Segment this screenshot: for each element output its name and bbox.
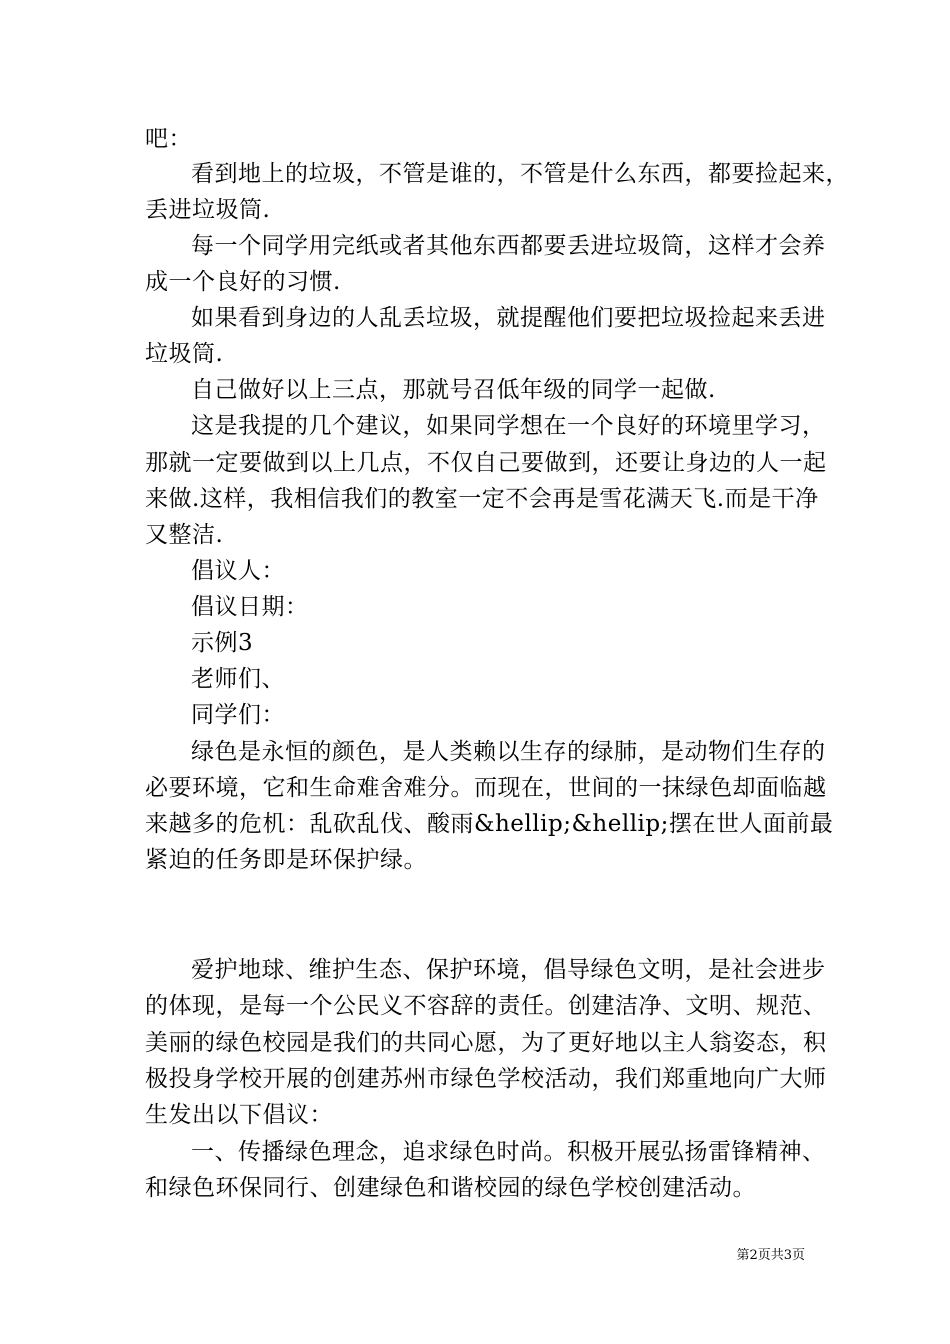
paragraph-line: 垃圾筒. bbox=[145, 341, 224, 367]
paragraph-line: 老师们、 bbox=[191, 666, 285, 692]
paragraph-line: 的体现，是每一个公民义不容辞的责任。创建洁净、文明、规范、 bbox=[145, 993, 827, 1019]
paragraph-line: 这是我提的几个建议，如果同学想在一个良好的环境里学习， bbox=[191, 413, 826, 439]
paragraph-line: 爱护地球、维护生态、保护环境，倡导绿色文明，是社会进步 bbox=[191, 957, 826, 983]
page-number-footer: 第2页共3页 bbox=[736, 1248, 805, 1263]
paragraph-line: 每一个同学用完纸或者其他东西都要丢进垃圾筒，这样才会养 bbox=[191, 233, 826, 259]
paragraph-line: 吧： bbox=[145, 126, 192, 152]
paragraph-line: 必要环境，它和生命难舍难分。而现在，世间的一抹绿色却面临越 bbox=[145, 775, 827, 801]
paragraph-line: 如果看到身边的人乱丢垃圾，就提醒他们要把垃圾捡起来丢进 bbox=[191, 305, 826, 331]
paragraph-line: 自己做好以上三点，那就号召低年级的同学一起做. bbox=[191, 377, 716, 403]
paragraph-line: 倡议日期： bbox=[191, 594, 309, 620]
paragraph-line: 生发出以下倡议： bbox=[145, 1102, 333, 1128]
paragraph-line: 紧迫的任务即是环保护绿。 bbox=[145, 847, 427, 873]
paragraph-line: 极投身学校开展的创建苏州市绿色学校活动，我们郑重地向广大师 bbox=[145, 1066, 827, 1092]
paragraph-line: 丢进垃圾筒. bbox=[145, 197, 271, 223]
paragraph-line: 看到地上的垃圾，不管是谁的，不管是什么东西，都要捡起来， bbox=[191, 161, 849, 187]
paragraph-line: 倡议人： bbox=[191, 558, 285, 584]
paragraph-line: 示例3 bbox=[191, 630, 254, 656]
paragraph-line: 来越多的危机：乱砍乱伐、酸雨&hellip;&hellip;摆在世人面前最 bbox=[145, 811, 834, 837]
paragraph-line: 一、传播绿色理念，追求绿色时尚。积极开展弘扬雷锋精神、 bbox=[191, 1139, 826, 1165]
paragraph-line: 同学们： bbox=[191, 702, 285, 728]
paragraph-line: 又整洁. bbox=[145, 522, 224, 548]
paragraph-line: 美丽的绿色校园是我们的共同心愿，为了更好地以主人翁姿态，积 bbox=[145, 1030, 827, 1056]
paragraph-line: 和绿色环保同行、创建绿色和谐校园的绿色学校创建活动。 bbox=[145, 1175, 756, 1201]
paragraph-line: 成一个良好的习惯. bbox=[145, 269, 341, 295]
paragraph-line: 来做.这样，我相信我们的教室一定不会再是雪花满天飞.而是干净 bbox=[145, 486, 819, 512]
paragraph-line: 绿色是永恒的颜色，是人类赖以生存的绿肺，是动物们生存的 bbox=[191, 739, 826, 765]
paragraph-line: 那就一定要做到以上几点，不仅自己要做到，还要让身边的人一起 bbox=[145, 450, 827, 476]
